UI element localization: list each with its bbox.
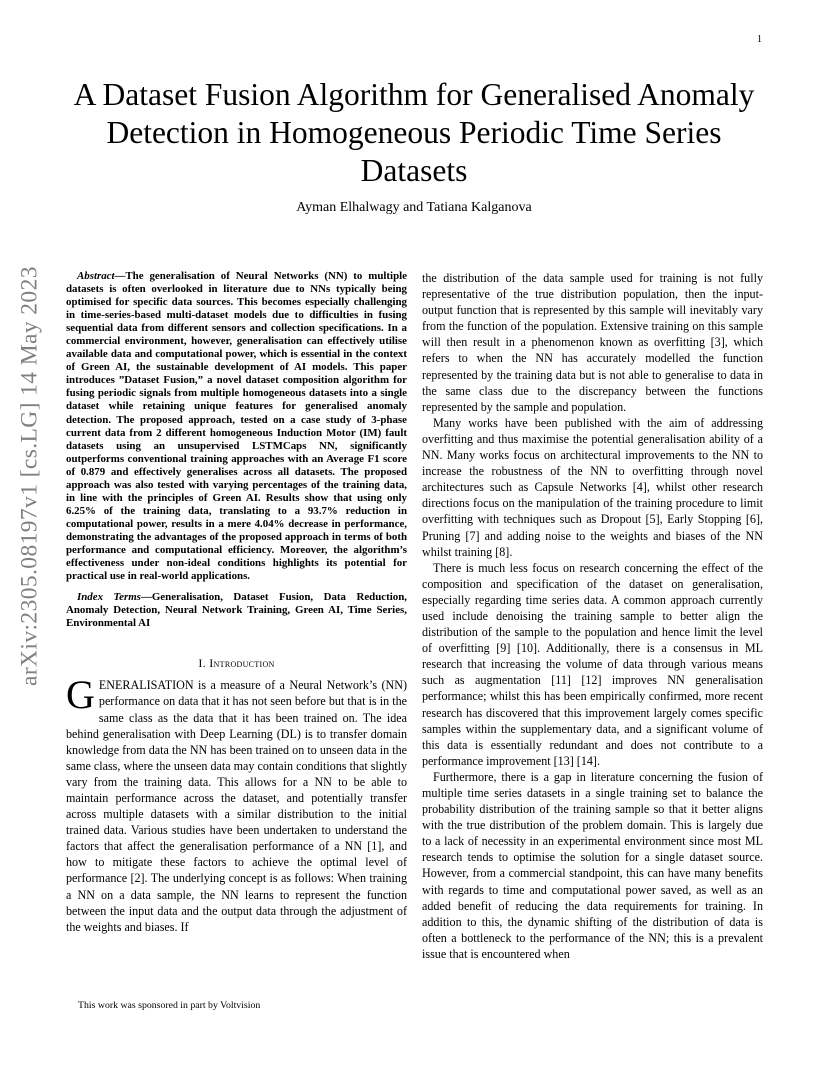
intro-paragraph-3: There is much less focus on research concerning the effect of the composition and specification of the dataset on generalisation, especially regarding time series data. A common approach currently used include denoising the training sample to better align the distribution of the sample to the population and hence limit the level of overfitting [9] [10]. Additionally, there is a consensus in ML research that increasing the volume of data through various means such as augmentation [11] [12] improves NN generalisation performance; whilst this has been empirically confirmed, more recent research has discovered that this improvement largely comes specific samples within the supplementary data, and a significant volume of this data is essentially redundant and does not contribute to a performance improvement [13] [14].: [422, 560, 763, 768]
page-number: 1: [757, 34, 762, 45]
abstract-lead: Abstract: [77, 270, 115, 282]
arxiv-identifier-stamp: arXiv:2305.08197v1 [cs.LG] 14 May 2023: [16, 266, 43, 686]
paper-title: A Dataset Fusion Algorithm for Generalised Anomaly Detection in Homogeneous Periodic Time Series Datasets: [73, 77, 755, 188]
right-column: [422, 270, 763, 962]
intro-first-word: ENERALISATION: [98, 678, 194, 693]
intro-paragraph-1: [66, 672, 407, 935]
intro-paragraph-4: Furthermore, there is a gap in literature concerning the fusion of multiple time series datasets in a single training set to balance the probability distribution of the training sample so that it better aligns with the true distribution of the problem domain. This is largely due to a lack of necessity in an experimental environment since most ML research tends to optimise the solution for a single dataset source. However, from a commercial standpoint, this can have many benefits with regards to time and computational power saved, as well as an added benefit of reducing the data requirements for training. In addition to this, the dynamic shifting of the distribution of data is often a bottleneck to the performance of the NN; this is a prevalent issue that is encountered when: [422, 769, 763, 961]
left-column: [66, 270, 407, 935]
section-heading-introduction: I. Introduction: [198, 656, 275, 671]
paper-authors: Ayman Elhalwagy and Tatiana Kalganova: [296, 200, 532, 215]
index-terms-lead: Index Terms: [77, 591, 141, 604]
intro-paragraph-1-text: is a measure of a Neural Network’s (NN) performance on data that it has not seen before but that is in the same class as the data that it has been trained on. The idea behind generalisation with Deep Learning (DL) is to transfer domain knowledge from data the NN has been trained on to unseen data in the same class, where the unseen data may contain conditions that slightly vary from the training data. This allows for a NN to be able to maintain performance across the dataset, and potentially transfer across multiple datasets with a similar distribution to the initial trained data. Various studies have been undertaken to understand the factors that affect the generalisation performance of a NN [1], and how to mitigate these factors to achieve the optimal level of performance [2]. The underlying concept is as follows: When training a NN on a data sample, the NN learns to represent the function between the input data and the output data through the adjustment of the weights and biases. If: [66, 678, 407, 934]
funding-footnote: This work was sponsored in part by Voltvision: [78, 1000, 261, 1011]
intro-paragraph-continued: the distribution of the data sample used for training is not fully representative of the true distribution population, then the input-output function that is represented by this sample will inevitably vary from the function of the population. Extensive training on this sample will then result in a phenomenon known as overfitting [3], which refers to when the NN has accurately modelled the function represented by the training data but is not able to generalise to data in the same class due to the discrepancy between the functions represented by the sample and population.: [422, 271, 763, 414]
abstract-text: —The generalisation of Neural Networks (NN) to multiple datasets is often overlooked in literature due to NNs typically being optimised for specific data sources. This becomes especially challenging in time-series-based multi-dataset models due to difficulties in fusing sequential data from different sensors and collection specifications. In a commercial environment, however, generalisation can effectively utilise available data and computational power, which is essential in the context of Green AI, the sustainable development of AI models. This paper introduces ”Dataset Fusion,” a novel dataset composition algorithm for fusing periodic signals from multiple homogeneous datasets into a single dataset while retaining unique features for generalised anomaly detection. The proposed approach, tested on a case study of 3-phase current data from 2 different homogeneous Induction Motor (IM) fault datasets using an unsupervised LSTMCaps NN, significantly outperforms conventional training approaches with an Average F1 score of 0.879 and effectively generalises across all datasets. The proposed approach was also tested with varying percentages of the training data, in line with the principles of Green AI. Results show that using only 6.25% of the training data, translating to a 93.7% reduction in computational power, results in a mere 4.04% decrease in performance, demonstrating the advantages of the proposed approach in terms of both performance and computational efficiency. Moreover, the algorithm’s effectiveness under non-ideal conditions highlights its potential for practical use in real-world applications.: [66, 270, 407, 583]
index-terms: [66, 591, 407, 630]
abstract: [66, 270, 407, 583]
drop-cap: G: [66, 672, 95, 718]
intro-paragraph-2: Many works have been published with the aim of addressing overfitting and thus maximise the potential generalisation ability of a NN. Many works focus on architectural improvements to the NN to increase the robustness of the NN to overfitting through novel architectures such as Capsule Networks [4], whilst other research directions focus on the manipulation of the training procedure to limit overfitting with techniques such as Dropout [5], Early Stopping [6], Pruning [7] and adding noise to the weights and biases of the NN whilst training [8].: [422, 415, 763, 559]
index-terms-text: —Generalisation, Dataset Fusion, Data Reduction, Anomaly Detection, Neural Network Training, Green AI, Time Series, Environmental AI: [66, 591, 407, 630]
